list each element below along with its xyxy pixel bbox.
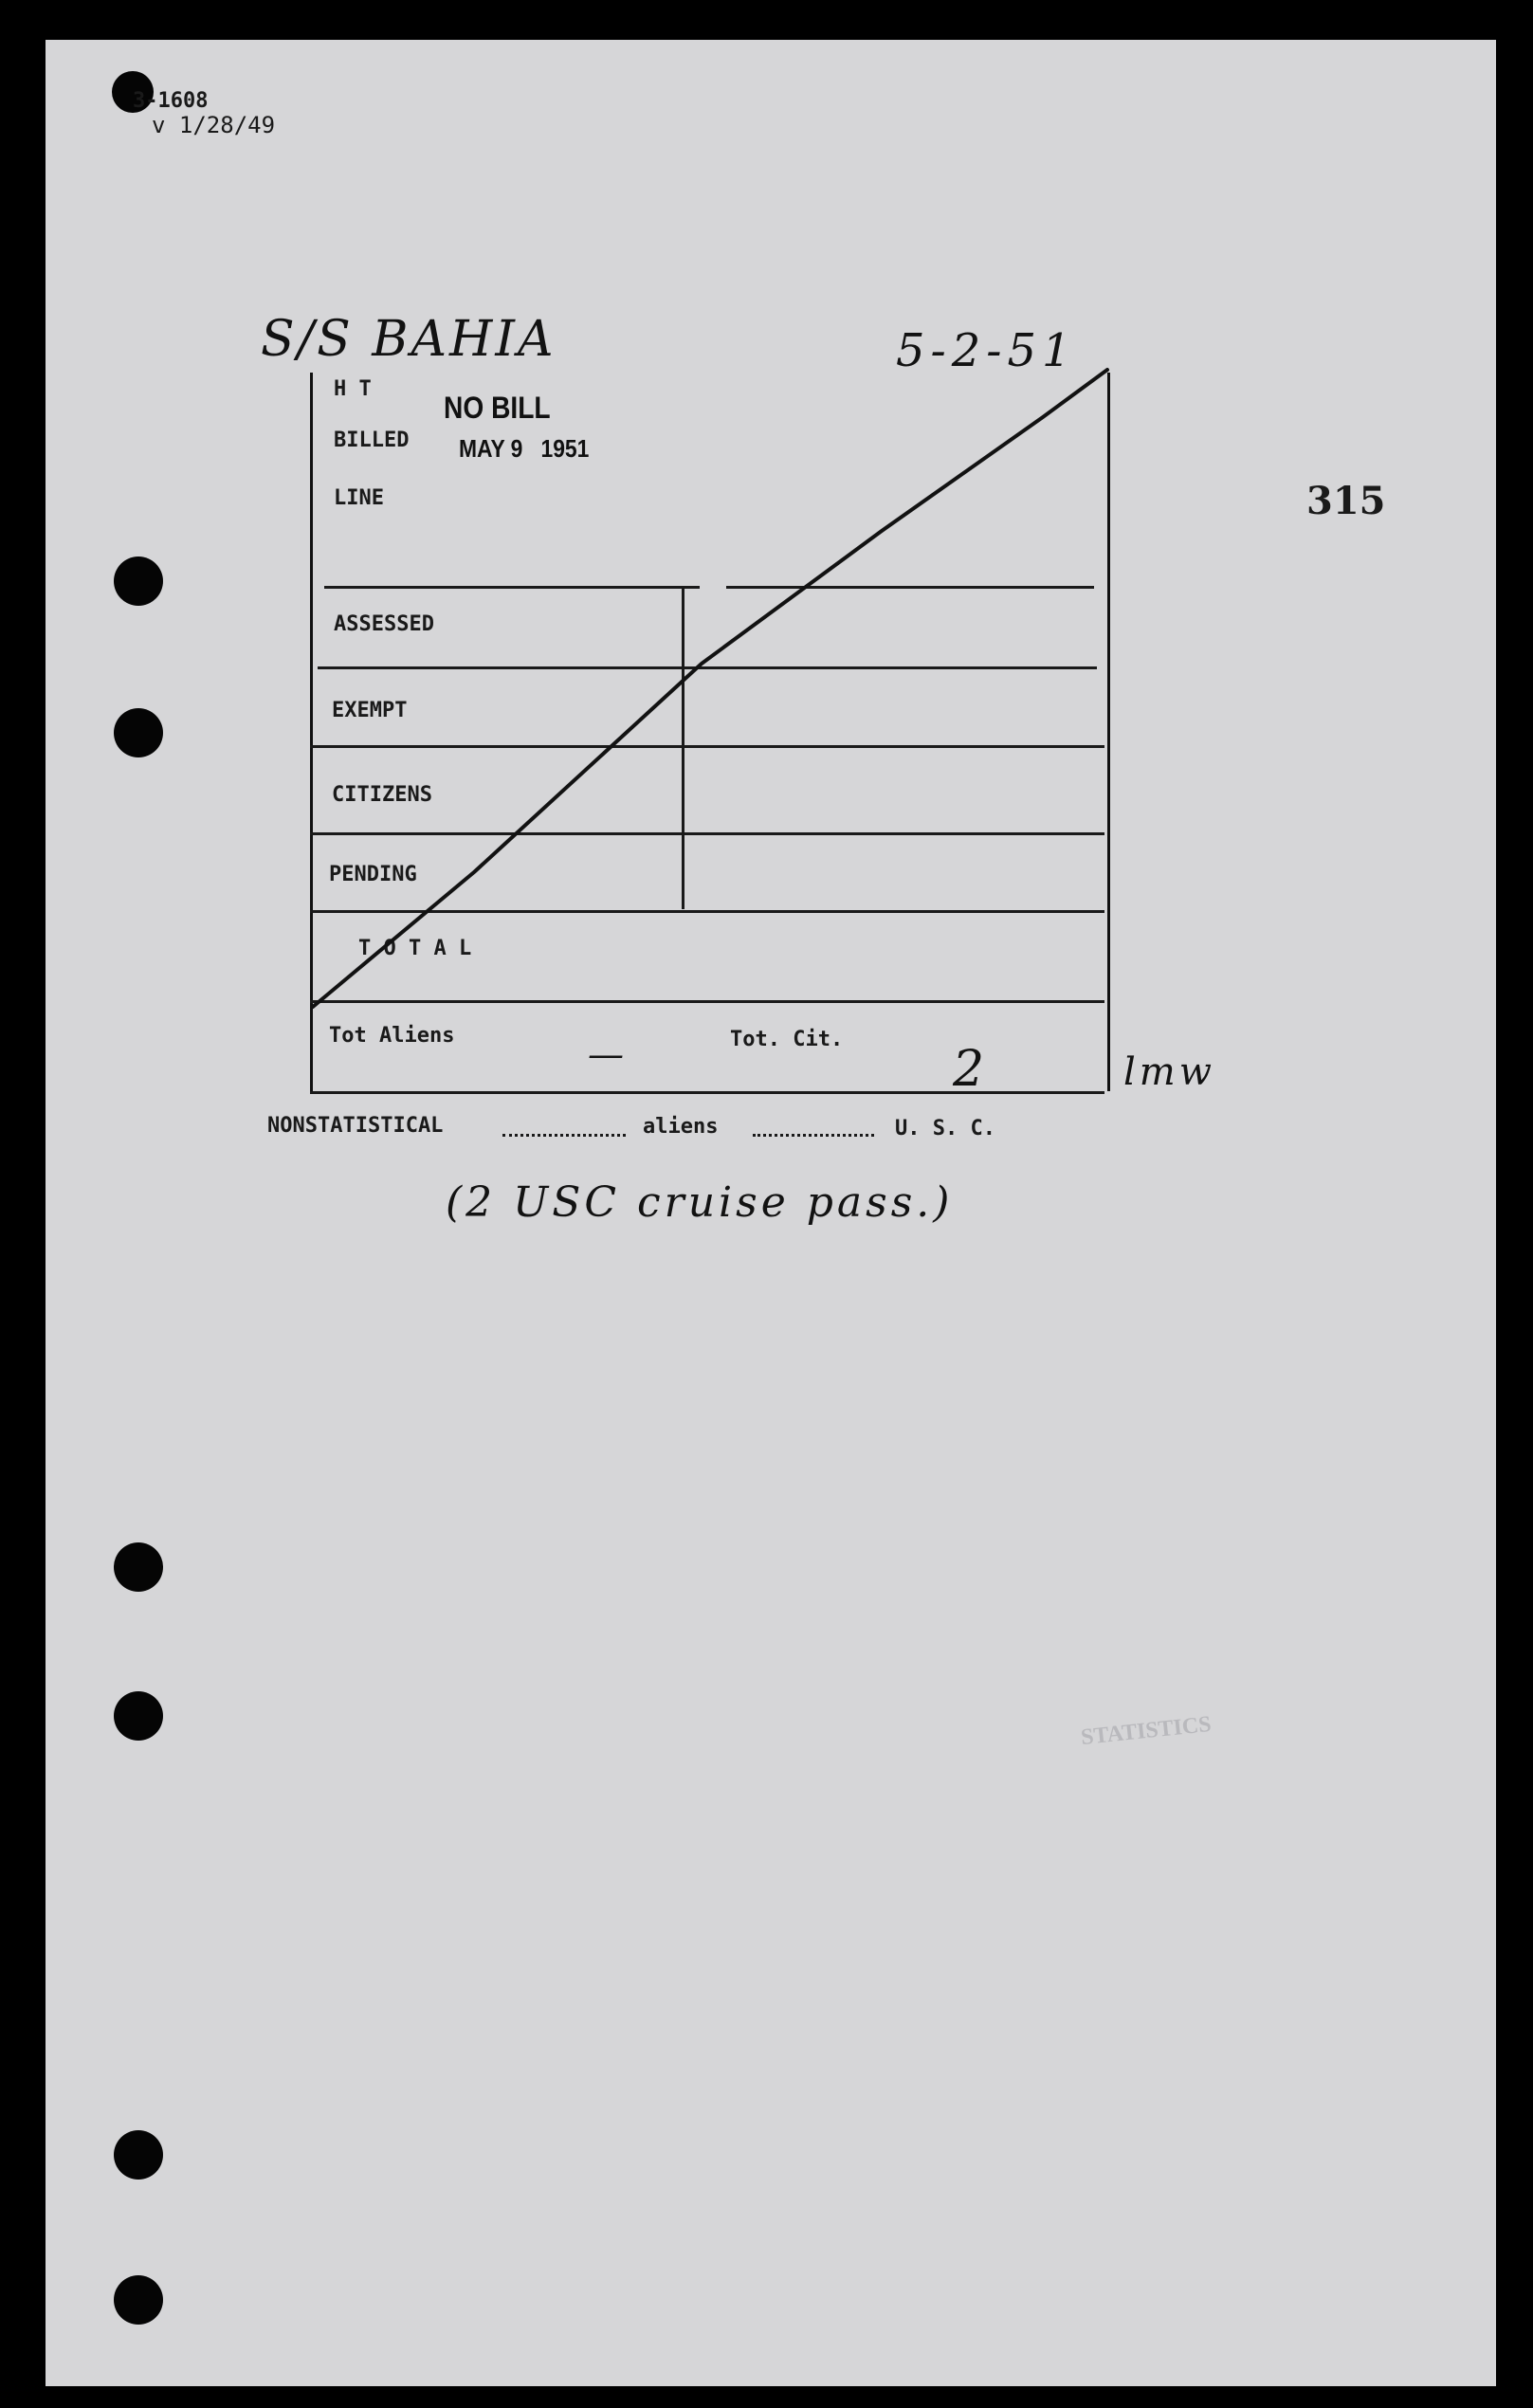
vessel-date: 5-2-51	[896, 324, 1077, 377]
tot-cit-value: 2	[953, 1041, 985, 1098]
no-bill-stamp: NO BILL	[444, 391, 551, 425]
pending-label: PENDING	[329, 863, 417, 886]
total-label: T O T A L	[358, 937, 472, 960]
exempt-label: EXEMPT	[332, 699, 408, 722]
vessel-name: S/S BAHIA	[261, 311, 557, 368]
tot-cit-label: Tot. Cit.	[730, 1028, 844, 1051]
handwritten-note: (2 USC cruise pass.)	[446, 1178, 954, 1227]
form-revision: v 1/28/49	[152, 112, 276, 138]
statistics-stamp: STATISTICS	[1079, 1711, 1213, 1751]
assessed-label: ASSESSED	[334, 612, 434, 636]
usc-label: U. S. C.	[895, 1117, 995, 1140]
nonstatistical-label: NONSTATISTICAL	[267, 1114, 444, 1138]
aliens-label: aliens	[643, 1115, 719, 1139]
initials: lmw	[1123, 1050, 1215, 1094]
form-number: 3-1608	[133, 89, 209, 113]
citizens-label: CITIZENS	[332, 783, 432, 807]
tot-aliens-label: Tot Aliens	[329, 1024, 455, 1048]
line-label: LINE	[334, 486, 384, 510]
billed-date-stamp: MAY 9 1951	[459, 434, 590, 463]
billed-label: BILLED	[334, 429, 410, 452]
ht-label: H T	[334, 377, 372, 401]
page-number: 315	[1306, 479, 1386, 523]
tot-aliens-value: —	[588, 1033, 624, 1075]
